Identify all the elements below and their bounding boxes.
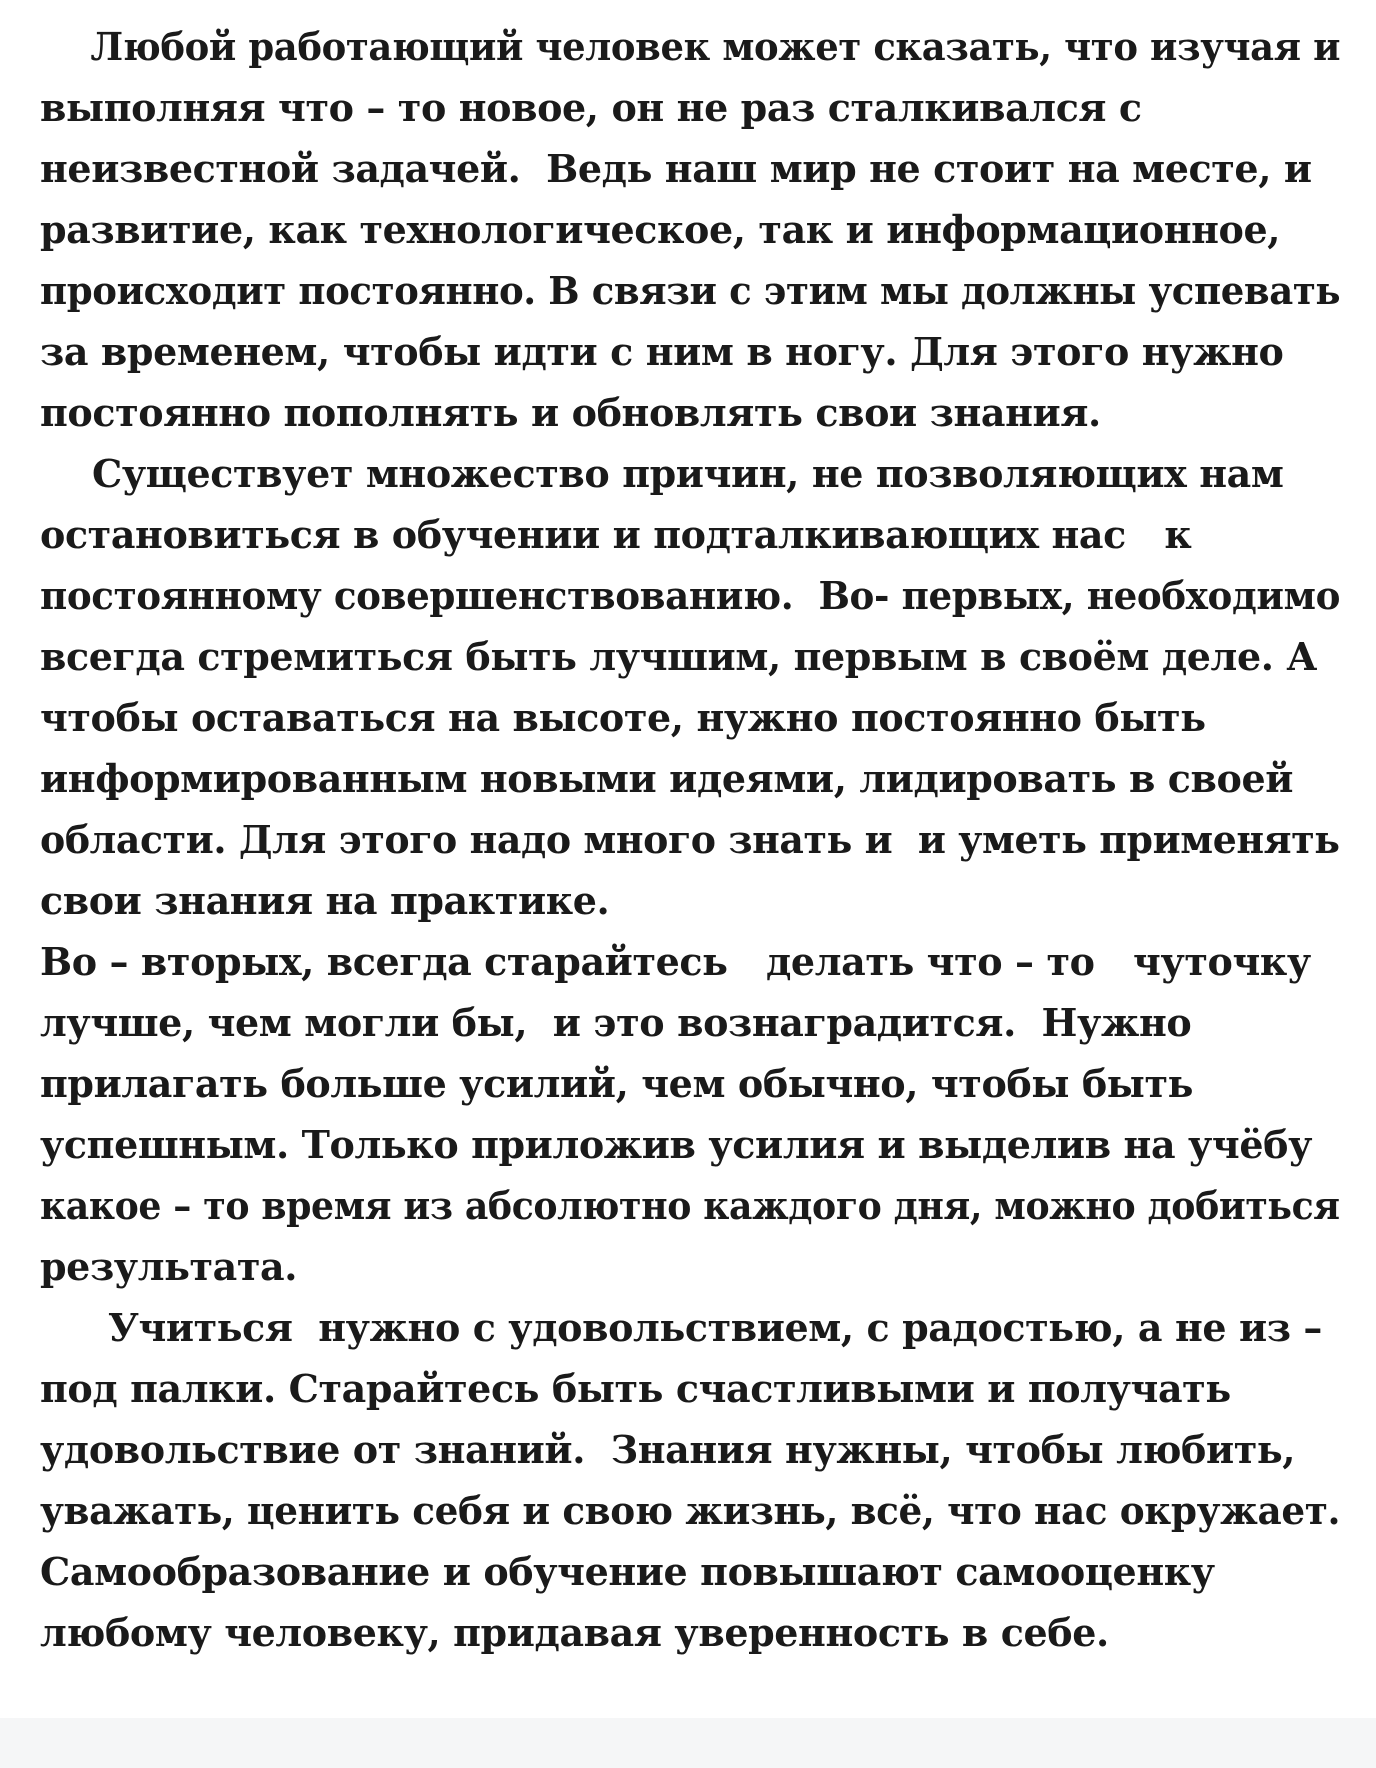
text-line: свои знания на практике. <box>40 878 610 923</box>
paragraph-1 <box>40 16 1340 443</box>
text-line: неизвестной задачей. Ведь наш мир не стоит на месте, и <box>40 146 1312 191</box>
paragraph-2 <box>40 443 1340 931</box>
text-line: лучше, чем могли бы, и это вознаградится. Нужно <box>40 1000 1192 1045</box>
document-text <box>40 16 1340 1663</box>
text-line: прилагать больше усилий, чем обычно, чтобы быть <box>40 1061 1194 1106</box>
text-line: чтобы оставаться на высоте, нужно постоянно быть <box>40 695 1206 740</box>
text-line: под палки. Старайтесь быть счастливыми и получать <box>40 1366 1231 1411</box>
text-line: любому человеку, придавая уверенность в себе. <box>40 1610 1109 1655</box>
text-line: развитие, как технологическое, так и информационное, <box>40 207 1281 252</box>
paragraph-4 <box>40 1297 1340 1663</box>
text-line: Учиться нужно с удовольствием, с радостью, а не из – <box>108 1305 1323 1350</box>
text-line: происходит постоянно. В связи с этим мы должны успевать <box>40 268 1341 313</box>
text-line: Существует множество причин, не позволяющих нам <box>92 451 1284 496</box>
text-line: Самообразование и обучение повышают самооценку <box>40 1549 1215 1594</box>
bottom-bar <box>0 1718 1376 1768</box>
paragraph-3 <box>40 931 1340 1297</box>
text-line: всегда стремиться быть лучшим, первым в своём деле. А <box>40 634 1317 679</box>
text-line: выполняя что – то новое, он не раз сталкивался с <box>40 85 1142 130</box>
text-line: Любой работающий человек может сказать, что изучая и <box>90 24 1341 69</box>
text-line: результата. <box>40 1244 298 1289</box>
text-line: какое – то время из абсолютно каждого дня, можно добиться <box>40 1183 1340 1228</box>
text-line: информированным новыми идеями, лидировать в своей <box>40 756 1294 801</box>
text-line: Во – вторых, всегда старайтесь делать что – то чуточку <box>40 939 1311 984</box>
text-line: уважать, ценить себя и свою жизнь, всё, что нас окружает. <box>40 1488 1341 1533</box>
text-line: остановиться в обучении и подталкивающих нас к <box>40 512 1192 557</box>
text-line: области. Для этого надо много знать и и уметь применять <box>40 817 1340 862</box>
text-line: удовольствие от знаний. Знания нужны, чтобы любить, <box>40 1427 1296 1472</box>
text-line: постоянному совершенствованию. Во- первых, необходимо <box>40 573 1341 618</box>
text-line: постоянно пополнять и обновлять свои знания. <box>40 390 1101 435</box>
text-line: успешным. Только приложив усилия и выделив на учёбу <box>40 1122 1312 1167</box>
text-line: за временем, чтобы идти с ним в ногу. Для этого нужно <box>40 329 1284 374</box>
